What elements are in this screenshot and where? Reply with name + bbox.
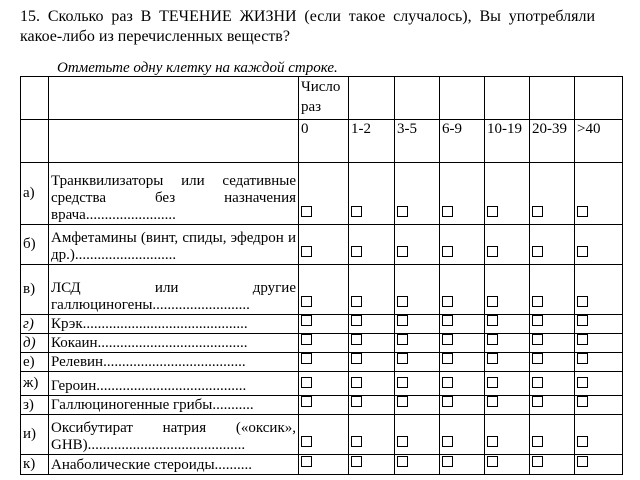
answer-cell <box>395 315 440 334</box>
header-row <box>21 77 623 120</box>
ranges-letter-cell <box>21 120 49 163</box>
answer-cell <box>485 163 530 225</box>
checkbox[interactable] <box>397 206 408 217</box>
checkbox[interactable] <box>397 334 408 345</box>
answer-cell <box>349 265 395 315</box>
answer-cell <box>440 334 485 353</box>
checkbox[interactable] <box>532 353 543 364</box>
checkbox[interactable] <box>397 456 408 467</box>
substance-label: Галлюциногенные грибы........... <box>51 397 254 413</box>
substance-row <box>21 372 623 396</box>
header-empty-cell <box>530 77 575 120</box>
answer-cell <box>299 334 349 353</box>
answer-cell <box>299 315 349 334</box>
checkbox[interactable] <box>532 246 543 257</box>
answer-cell <box>440 265 485 315</box>
substance-name <box>49 372 299 396</box>
answer-cell <box>575 163 623 225</box>
checkbox[interactable] <box>351 334 362 345</box>
checkbox[interactable] <box>577 396 588 407</box>
checkbox[interactable] <box>577 377 588 388</box>
answer-cell <box>299 225 349 265</box>
substance-label: Амфетамины (винт, спиды, эфедрон и др.)........................... <box>51 230 296 263</box>
answer-cell <box>575 225 623 265</box>
answer-cell <box>575 353 623 372</box>
answer-cell <box>440 315 485 334</box>
answer-cell <box>485 225 530 265</box>
ranges-row <box>21 120 623 163</box>
checkbox[interactable] <box>351 206 362 217</box>
checkbox[interactable] <box>397 246 408 257</box>
checkbox[interactable] <box>397 377 408 388</box>
checkbox[interactable] <box>487 396 498 407</box>
answer-cell <box>395 163 440 225</box>
row-letter: а) <box>21 163 49 225</box>
checkbox[interactable] <box>397 396 408 407</box>
answer-cell <box>299 415 349 455</box>
answer-cell <box>485 396 530 415</box>
checkbox[interactable] <box>301 334 312 345</box>
checkbox[interactable] <box>532 436 543 447</box>
checkbox[interactable] <box>397 296 408 307</box>
checkbox[interactable] <box>532 334 543 345</box>
answer-cell <box>575 372 623 396</box>
checkbox[interactable] <box>442 315 453 326</box>
range-header <box>575 120 623 163</box>
answer-cell <box>485 265 530 315</box>
checkbox[interactable] <box>442 377 453 388</box>
answer-cell <box>485 315 530 334</box>
checkbox[interactable] <box>301 436 312 447</box>
checkbox[interactable] <box>442 396 453 407</box>
ranges-substance-cell <box>49 120 299 163</box>
answer-cell <box>530 372 575 396</box>
checkbox[interactable] <box>487 246 498 257</box>
answer-cell <box>485 415 530 455</box>
checkbox[interactable] <box>487 334 498 345</box>
answer-cell <box>440 396 485 415</box>
checkbox[interactable] <box>442 353 453 364</box>
answer-cell <box>299 163 349 225</box>
row-letter: д) <box>21 334 49 353</box>
answer-cell <box>530 455 575 475</box>
answer-cell <box>349 163 395 225</box>
range-header <box>395 120 440 163</box>
checkbox[interactable] <box>442 296 453 307</box>
substance-name <box>49 225 299 265</box>
row-letter: и) <box>21 415 49 455</box>
answer-cell <box>299 455 349 475</box>
answer-cell <box>440 225 485 265</box>
substance-name <box>49 163 299 225</box>
checkbox[interactable] <box>532 206 543 217</box>
checkbox[interactable] <box>487 456 498 467</box>
answer-cell <box>349 415 395 455</box>
checkbox[interactable] <box>442 246 453 257</box>
checkbox[interactable] <box>301 456 312 467</box>
answer-cell <box>349 315 395 334</box>
range-label: 10-19 <box>487 121 522 137</box>
answer-cell <box>299 396 349 415</box>
row-letter: к) <box>21 455 49 475</box>
checkbox[interactable] <box>577 246 588 257</box>
answer-cell <box>349 455 395 475</box>
checkbox[interactable] <box>577 296 588 307</box>
row-letter: б) <box>21 225 49 265</box>
checkbox[interactable] <box>577 456 588 467</box>
checkbox[interactable] <box>532 315 543 326</box>
substance-name <box>49 334 299 353</box>
range-label: 0 <box>301 121 309 137</box>
checkbox[interactable] <box>397 353 408 364</box>
answer-cell <box>530 415 575 455</box>
answer-cell <box>349 334 395 353</box>
substance-name <box>49 265 299 315</box>
answer-cell <box>395 415 440 455</box>
checkbox[interactable] <box>301 353 312 364</box>
answer-cell <box>395 455 440 475</box>
checkbox[interactable] <box>577 206 588 217</box>
count-label: Число раз <box>301 79 341 115</box>
checkbox[interactable] <box>487 315 498 326</box>
question-text: 15. Сколько раз В ТЕЧЕНИЕ ЖИЗНИ (если такое случалось), Вы употребляли какое-либо из перечисленных веществ? <box>20 8 595 45</box>
answer-cell <box>395 225 440 265</box>
checkbox[interactable] <box>351 296 362 307</box>
checkbox[interactable] <box>397 315 408 326</box>
substance-label: Кокаин........................................ <box>51 335 248 351</box>
header-empty-cell <box>395 77 440 120</box>
substance-label: Анаболические стероиды.......... <box>51 457 253 473</box>
substance-row <box>21 225 623 265</box>
answer-cell <box>575 396 623 415</box>
frequency-grid <box>20 76 623 475</box>
header-letter-cell <box>21 77 49 120</box>
answer-cell <box>440 353 485 372</box>
checkbox[interactable] <box>487 296 498 307</box>
row-letter: в) <box>21 265 49 315</box>
answer-cell <box>440 415 485 455</box>
checkbox[interactable] <box>351 396 362 407</box>
row-letter: г) <box>21 315 49 334</box>
checkbox[interactable] <box>442 456 453 467</box>
range-label: >40 <box>577 121 601 137</box>
range-header <box>530 120 575 163</box>
range-label: 3-5 <box>397 121 417 137</box>
answer-cell <box>349 372 395 396</box>
checkbox[interactable] <box>487 206 498 217</box>
header-empty-cell <box>349 77 395 120</box>
instruction-text: Отметьте одну клетку на каждой строке. <box>57 60 338 76</box>
header-count-cell <box>299 77 349 120</box>
checkbox[interactable] <box>351 246 362 257</box>
answer-cell <box>440 163 485 225</box>
header-empty-cell <box>485 77 530 120</box>
substance-label: Транквилизаторы или седативные средства без назначения врача........................ <box>51 173 296 223</box>
answer-cell <box>349 353 395 372</box>
answer-cell <box>530 334 575 353</box>
checkbox[interactable] <box>577 353 588 364</box>
header-empty-cell <box>440 77 485 120</box>
checkbox[interactable] <box>532 296 543 307</box>
substance-label: Оксибутират натрия («оксик», GHB).......................................... <box>51 420 296 453</box>
range-label: 20-39 <box>532 121 567 137</box>
answer-cell <box>440 372 485 396</box>
checkbox[interactable] <box>577 334 588 345</box>
substance-name <box>49 315 299 334</box>
checkbox[interactable] <box>301 206 312 217</box>
header-substance-cell <box>49 77 299 120</box>
answer-cell <box>530 396 575 415</box>
substance-row <box>21 334 623 353</box>
answer-cell <box>395 334 440 353</box>
checkbox[interactable] <box>351 377 362 388</box>
range-header <box>299 120 349 163</box>
substance-row <box>21 415 623 455</box>
substance-row <box>21 396 623 415</box>
range-label: 6-9 <box>442 121 462 137</box>
substance-row <box>21 163 623 225</box>
answer-cell <box>530 353 575 372</box>
checkbox[interactable] <box>577 436 588 447</box>
substance-row <box>21 265 623 315</box>
answer-cell <box>395 265 440 315</box>
checkbox[interactable] <box>487 353 498 364</box>
substance-row <box>21 353 623 372</box>
answer-cell <box>485 353 530 372</box>
substance-row <box>21 455 623 475</box>
substance-label: Героин........................................ <box>51 378 247 394</box>
row-letter: е) <box>21 353 49 372</box>
range-label: 1-2 <box>351 121 371 137</box>
answer-cell <box>299 372 349 396</box>
answer-cell <box>395 372 440 396</box>
answer-cell <box>299 353 349 372</box>
answer-cell <box>575 334 623 353</box>
answer-cell <box>575 315 623 334</box>
range-header <box>349 120 395 163</box>
answer-cell <box>349 396 395 415</box>
answer-cell <box>395 353 440 372</box>
checkbox[interactable] <box>301 315 312 326</box>
answer-cell <box>395 396 440 415</box>
checkbox[interactable] <box>351 456 362 467</box>
answer-cell <box>530 315 575 334</box>
checkbox[interactable] <box>301 396 312 407</box>
checkbox[interactable] <box>301 296 312 307</box>
substance-name <box>49 455 299 475</box>
row-letter: з) <box>21 396 49 415</box>
checkbox[interactable] <box>532 456 543 467</box>
substance-row <box>21 315 623 334</box>
checkbox[interactable] <box>351 436 362 447</box>
substance-name <box>49 415 299 455</box>
checkbox[interactable] <box>487 377 498 388</box>
checkbox[interactable] <box>442 436 453 447</box>
substance-label: Релевин...................................... <box>51 354 246 370</box>
checkbox[interactable] <box>301 377 312 388</box>
answer-cell <box>530 225 575 265</box>
substance-label: ЛСД или другие галлюциногены.......................... <box>51 280 296 313</box>
substance-name <box>49 396 299 415</box>
answer-cell <box>575 455 623 475</box>
substance-label: Крэк............................................ <box>51 316 248 332</box>
answer-cell <box>349 225 395 265</box>
answer-cell <box>530 163 575 225</box>
range-header <box>440 120 485 163</box>
checkbox[interactable] <box>351 315 362 326</box>
answer-cell <box>575 265 623 315</box>
answer-cell <box>575 415 623 455</box>
answer-cell <box>440 455 485 475</box>
answer-cell <box>530 265 575 315</box>
answer-cell <box>299 265 349 315</box>
checkbox[interactable] <box>577 315 588 326</box>
answer-cell <box>485 455 530 475</box>
checkbox[interactable] <box>301 246 312 257</box>
substance-name <box>49 353 299 372</box>
checkbox[interactable] <box>442 206 453 217</box>
row-letter: ж) <box>21 372 49 396</box>
answer-cell <box>485 334 530 353</box>
answer-cell <box>485 372 530 396</box>
checkbox[interactable] <box>532 377 543 388</box>
range-header <box>485 120 530 163</box>
checkbox[interactable] <box>397 436 408 447</box>
checkbox[interactable] <box>351 353 362 364</box>
checkbox[interactable] <box>442 334 453 345</box>
header-empty-cell <box>575 77 623 120</box>
checkbox[interactable] <box>532 396 543 407</box>
checkbox[interactable] <box>487 436 498 447</box>
